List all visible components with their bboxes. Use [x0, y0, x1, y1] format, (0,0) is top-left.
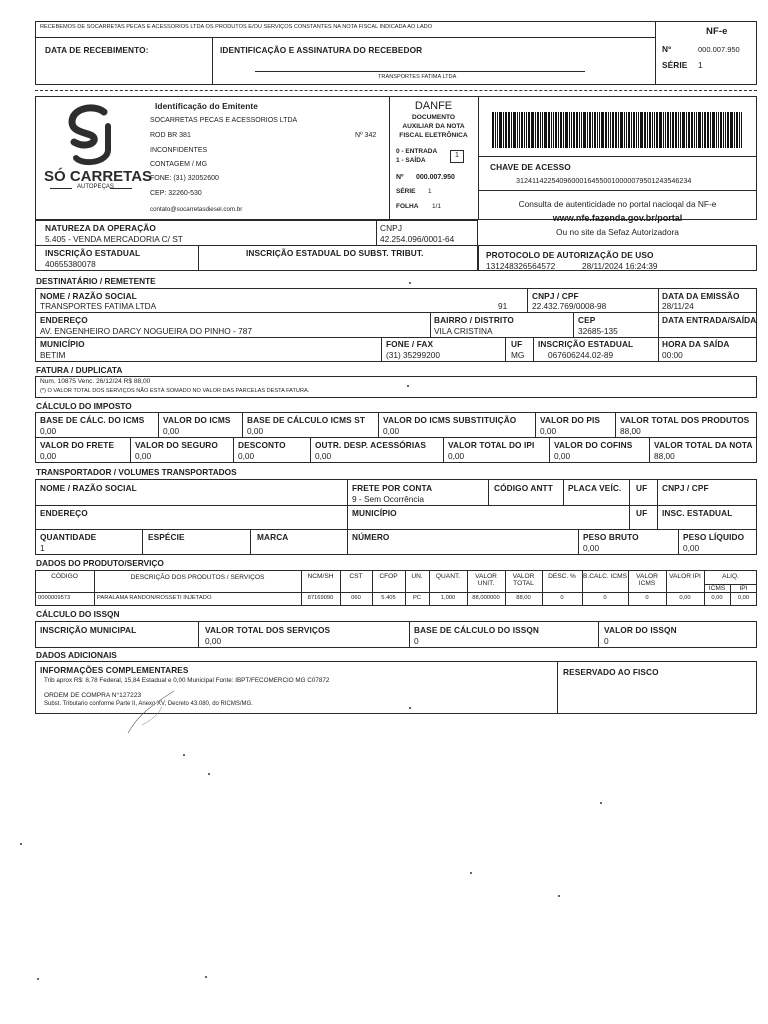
barcode-bar	[656, 112, 658, 148]
barcode-bar	[654, 112, 655, 148]
barcode-bar	[686, 112, 687, 148]
barcode-bar	[663, 112, 664, 148]
product-header-2: NCM/SH	[307, 573, 334, 580]
tax1-label-1: VALOR DO ICMS	[163, 415, 231, 425]
barcode-bar	[528, 112, 530, 148]
product-header-3: CST	[349, 573, 363, 580]
gross-weight: 0,00	[583, 543, 600, 553]
issqn-value: 0	[604, 636, 609, 646]
product-header-10: B.CALC. ICMS	[583, 573, 627, 580]
emitter-section-label: Identificação do Emitente	[155, 101, 259, 111]
danfe-subtitle-1: DOCUMENTO	[411, 114, 456, 121]
barcode-bar	[492, 112, 494, 148]
recipient-cep: 32685-135	[578, 326, 618, 336]
issqn-base-label: BASE DE CÁLCULO DO ISSQN	[414, 625, 540, 635]
emission-date-label: DATA DA EMISSÃO	[662, 291, 740, 301]
freight-value: 9 - Sem Ocorrência	[352, 494, 424, 504]
so-carretas-logo-icon	[64, 104, 116, 170]
logo-text: SÓ CARRETAS	[44, 168, 153, 185]
product-header-6: QUANT.	[435, 573, 461, 580]
emitter-address-number: Nº 342	[355, 132, 377, 139]
emitter-cep: CEP: 32260-530	[150, 190, 202, 197]
barcode-bar	[597, 112, 598, 148]
barcode-bar	[610, 112, 611, 148]
recipient-address-label: ENDEREÇO	[40, 315, 88, 325]
barcode-bar	[551, 112, 552, 148]
danfe-page-label: FOLHA	[396, 203, 419, 210]
product-header-7: VALOR UNIT.	[475, 573, 497, 587]
net-weight-label: PESO LÍQUIDO	[683, 532, 745, 542]
barcode-bar	[503, 112, 504, 148]
municipal-ie-label: INSCRIÇÃO MUNICIPAL	[40, 625, 137, 635]
recipient-phone-label: FONE / FAX	[386, 339, 434, 349]
canhoto-declaration: RECEBEMOS DE SOCARRETAS PECAS E ACESSORIOS LTDA OS PRODUTOS E/OU SERVIÇOS CONSTANTES NA NOTA FISCAL INDICADA AO LADO	[40, 24, 433, 30]
cnpj-label: CNPJ	[380, 223, 403, 233]
exit-time: 00:00	[662, 350, 683, 360]
barcode-bar	[649, 112, 651, 148]
issqn-section: CÁLCULO DO ISSQN	[36, 609, 120, 619]
product-header-11: VALOR ICMS	[636, 573, 658, 587]
barcode-bar	[553, 112, 554, 148]
protocol-label: PROTOCOLO DE AUTORIZAÇÃO DE USO	[486, 250, 654, 260]
barcode-bar	[508, 112, 510, 148]
signature-label: IDENTIFICAÇÃO E ASSINATURA DO RECEBEDOR	[220, 45, 423, 55]
barcode-bar	[497, 112, 498, 148]
receipt-date-label: DATA DE RECEBIMENTO:	[45, 45, 149, 55]
barcode-bar	[618, 112, 619, 148]
danfe-subtitle-3: FISCAL ELETRÔNICA	[399, 132, 468, 139]
cnpj-value: 42.254.096/0001-64	[380, 234, 455, 244]
carrier-uf-label: UF	[636, 483, 648, 493]
danfe-series: 1	[428, 188, 432, 195]
emitter-name: SOCARRETAS PECAS E ACESSORIOS LTDA	[150, 117, 298, 124]
canhoto-number-label: Nº	[662, 44, 672, 54]
tax-section: CÁLCULO DO IMPOSTO	[36, 401, 132, 411]
danfe-number: 000.007.950	[416, 174, 455, 181]
barcode-bar	[601, 112, 604, 148]
recipient-name: TRANSPORTES FATIMA LTDA	[40, 301, 157, 311]
barcode-bar	[581, 112, 582, 148]
tax2-value-2: 0,00	[238, 451, 255, 461]
additional-line-2: ORDEM DE COMPRA N°127223	[44, 692, 142, 699]
plate-label: PLACA VEÍC.	[568, 483, 622, 493]
danfe-exit-label: 1 - SAÍDA	[396, 157, 426, 164]
barcode-bar	[605, 112, 607, 148]
product-cell-12: 0,00	[679, 595, 691, 601]
barcode-bar	[736, 112, 738, 148]
additional-info-label: INFORMAÇÕES COMPLEMENTARES	[40, 665, 189, 675]
product-header-1: DESCRIÇÃO DOS PRODUTOS / SERVIÇOS	[130, 574, 265, 581]
emitter-city: CONTAGEM / MG	[150, 161, 208, 168]
carrier-city-label: MUNICÍPIO	[352, 508, 397, 518]
scan-speck	[558, 895, 560, 897]
tax1-value-1: 0,00	[163, 426, 180, 436]
barcode-bar	[710, 112, 711, 148]
barcode-bar	[535, 112, 536, 148]
danfe-series-label: SÉRIE	[396, 188, 416, 195]
danfe-title: DANFE	[414, 100, 453, 112]
barcode-bar	[707, 112, 709, 148]
scan-speck	[409, 282, 411, 284]
protocol-value: 131248326564572	[486, 261, 556, 271]
barcode-bar	[513, 112, 516, 148]
nature-value: 5.405 - VENDA MERCADORIA C/ ST	[45, 234, 183, 244]
antt-label: CÓDIGO ANTT	[494, 483, 553, 493]
carrier-cnpj-label: CNPJ / CPF	[662, 483, 709, 493]
consult-url: www.nfe.fazenda.gov.br/portal	[552, 213, 683, 223]
barcode-bar	[720, 112, 722, 148]
tax1-value-0: 0,00	[40, 426, 57, 436]
recipient-section: DESTINATÁRIO / REMETENTE	[36, 276, 156, 286]
barcode-bar	[608, 112, 609, 148]
barcode-bar	[589, 112, 591, 148]
barcode-bar	[652, 112, 653, 148]
barcode-bar	[519, 112, 520, 148]
tax2-label-3: OUTR. DESP. ACESSÓRIAS	[315, 440, 427, 450]
recipient-uf: MG	[511, 350, 525, 360]
barcode-bar	[727, 112, 729, 148]
tax2-label-6: VALOR TOTAL DA NOTA	[654, 440, 753, 450]
product-cell-7: 88,000000	[472, 595, 500, 601]
barcode-bar	[704, 112, 706, 148]
product-cell-0: 0000009573	[38, 595, 71, 601]
product-cell-4: 5.405	[381, 595, 396, 601]
product-header-8: VALOR TOTAL	[512, 573, 535, 587]
barcode-bar	[644, 112, 646, 148]
pen-mark-icon	[118, 685, 178, 735]
services-total: 0,00	[205, 636, 222, 646]
product-cell-8: 88,00	[516, 595, 531, 601]
product-header-4: CFOP	[379, 573, 398, 580]
tax2-value-1: 0,00	[135, 451, 152, 461]
tax1-value-2: 0,00	[247, 426, 264, 436]
fisco-label: RESERVADO AO FISCO	[563, 667, 659, 677]
scan-speck	[407, 385, 409, 387]
barcode-bar	[665, 112, 666, 148]
barcode-bar	[631, 112, 632, 148]
barcode-bar	[592, 112, 593, 148]
danfe-entry-label: 0 - ENTRADA	[396, 148, 438, 155]
barcode-bar	[698, 112, 701, 148]
tax1-label-4: VALOR DO PIS	[540, 415, 601, 425]
barcode-bar	[526, 112, 527, 148]
barcode-bar	[560, 112, 562, 148]
barcode-bar	[542, 112, 543, 148]
barcode-bar	[499, 112, 502, 148]
product-cell-6: 1,000	[440, 595, 456, 601]
emitter-address: ROD BR 381	[150, 132, 191, 139]
recipient-ie: 067606244.02-89	[548, 350, 614, 360]
tax2-label-1: VALOR DO SEGURO	[135, 440, 218, 450]
freight-label: FRETE POR CONTA	[352, 483, 433, 493]
tax1-value-5: 88,00	[620, 426, 641, 436]
barcode-bar	[587, 112, 588, 148]
carrier-uf2-label: UF	[636, 508, 648, 518]
product-cell-10: 0	[603, 595, 607, 601]
scan-speck	[600, 802, 602, 804]
product-cell-3: 060	[351, 595, 361, 601]
barcode-bar	[537, 112, 539, 148]
logo-sub: AUTOPEÇAS	[77, 184, 114, 190]
barcode-bar	[571, 112, 572, 148]
barcode-bar	[718, 112, 719, 148]
barcode-bar	[511, 112, 512, 148]
product-cell-13: 0,00	[711, 595, 723, 601]
tax1-label-5: VALOR TOTAL DOS PRODUTOS	[620, 415, 750, 425]
barcode-bar	[563, 112, 564, 148]
product-header-0: CÓDIGO	[51, 573, 78, 580]
barcode-bar	[640, 112, 643, 148]
nature-label: NATUREZA DA OPERAÇÃO	[45, 223, 156, 233]
barcode-bar	[517, 112, 518, 148]
issqn-value-label: VALOR DO ISSQN	[604, 625, 677, 635]
carrier-ie-label: INSC. ESTADUAL	[662, 508, 733, 518]
barcode-bar	[620, 112, 623, 148]
barcode-bar	[734, 112, 735, 148]
danfe-number-label: Nº	[396, 174, 404, 181]
scan-speck	[183, 754, 185, 756]
barcode-bar	[565, 112, 568, 148]
invoice-section: FATURA / DUPLICATA	[36, 365, 123, 375]
emission-date: 28/11/24	[662, 301, 694, 311]
product-cell-11: 0	[645, 595, 649, 601]
barcode-bar	[691, 112, 693, 148]
tax2-value-3: 0,00	[315, 451, 332, 461]
additional-section: DADOS ADICIONAIS	[36, 650, 117, 660]
barcode-bar	[712, 112, 715, 148]
barcode-bar	[624, 112, 625, 148]
barcode-bar	[576, 112, 578, 148]
emitter-phone: FONE: (31) 32052600	[150, 175, 219, 182]
recipient-cep-label: CEP	[578, 315, 596, 325]
barcode-bar	[739, 112, 740, 148]
ie-label: INSCRIÇÃO ESTADUAL	[45, 248, 141, 258]
product-cell-5: PC	[412, 595, 422, 601]
barcode-bar	[688, 112, 690, 148]
entry-date-label: DATA ENTRADA/SAÍDA	[662, 315, 757, 325]
scan-speck	[470, 872, 472, 874]
barcode-bar	[495, 112, 496, 148]
barcode-bar	[636, 112, 637, 148]
carrier-address-label: ENDEREÇO	[40, 508, 88, 518]
tax2-label-2: DESCONTO	[238, 440, 286, 450]
tax2-value-6: 88,00	[654, 451, 675, 461]
barcode-bar	[555, 112, 557, 148]
barcode-bar	[638, 112, 639, 148]
product-cell-1: PARALAMA RANDON/ROSSETI INJETADO	[97, 595, 212, 601]
recipient-district-label: BAIRRO / DISTRITO	[434, 315, 514, 325]
services-total-label: VALOR TOTAL DOS SERVIÇOS	[205, 625, 331, 635]
scan-speck	[409, 707, 411, 709]
tax1-value-4: 0,00	[540, 426, 557, 436]
product-cell-14: 0,00	[737, 595, 750, 601]
tax2-label-5: VALOR DO COFINS	[554, 440, 633, 450]
emitter-email: contato@socarretasdiesel.com.br	[150, 206, 243, 213]
barcode-bar	[594, 112, 596, 148]
recipient-uf-label: UF	[511, 339, 523, 349]
brand-label: MARCA	[257, 532, 289, 542]
recipient-district: VILA CRISTINA	[434, 326, 493, 336]
canhoto-series: 1	[698, 60, 703, 70]
product-cell-9: 0	[560, 595, 564, 601]
product-header-9: DESC. %	[548, 573, 576, 580]
danfe-subtitle-2: AUXILIAR DA NOTA	[402, 123, 465, 130]
barcode-bar	[628, 112, 630, 148]
recipient-phone: (31) 35299200	[386, 350, 440, 360]
consult-line-1: Consulta de autenticidade no portal nacioqal da NF-e	[518, 199, 717, 209]
canhoto-recipient: TRANSPORTES FATIMA LTDA	[378, 74, 457, 80]
barcode-bar	[540, 112, 541, 148]
issqn-base: 0	[414, 636, 419, 646]
tax1-label-0: BASE DE CÁLC. DO ICMS	[40, 415, 145, 425]
tax2-value-0: 0,00	[40, 451, 57, 461]
volume-number-label: NÚMERO	[352, 532, 390, 542]
barcode-bar	[723, 112, 724, 148]
recipient-ie-label: INSCRIÇÃO ESTADUAL	[538, 339, 634, 349]
product-header-5: UN.	[411, 573, 423, 580]
barcode-bar	[741, 112, 742, 148]
recipient-cnpj-label: CNPJ / CPF	[532, 291, 579, 301]
barcode-bar	[694, 112, 695, 148]
tax2-label-0: VALOR DO FRETE	[40, 440, 115, 450]
barcode-bar	[680, 112, 681, 148]
invoice-note: (*) O VALOR TOTAL DOS SERVIÇOS NÃO ESTÁ SOMADO NO VALOR DAS PARCELAS DESTA FATURA.	[40, 388, 310, 394]
barcode-bar	[579, 112, 580, 148]
net-weight: 0,00	[683, 543, 700, 553]
barcode-bar	[558, 112, 559, 148]
barcode-bar	[678, 112, 679, 148]
access-key: 31241142254096000164550010000079501243546234	[516, 176, 692, 185]
qty-label: QUANTIDADE	[40, 532, 97, 542]
danfe-type-value: 1	[455, 152, 459, 159]
ie-st-label: INSCRIÇÃO ESTADUAL DO SUBST. TRIBUT.	[246, 248, 424, 258]
additional-line-1: Trib aprox R$: 8,78 Federal, 15,84 Estadual e 0,00 Municipal Fonte: IBPT/FECOMERCIO MG C07872	[44, 677, 330, 684]
barcode-bar	[670, 112, 671, 148]
product-header-15: IPI	[739, 585, 748, 592]
recipient-city-label: MUNICÍPIO	[40, 339, 85, 349]
exit-time-label: HORA DA SAÍDA	[662, 339, 730, 349]
tax1-label-3: VALOR DO ICMS SUBSTITUIÇÃO	[383, 415, 517, 425]
barcode-bar	[626, 112, 627, 148]
tax2-label-4: VALOR TOTAL DO IPI	[448, 440, 535, 450]
recipient-cnpj: 22.432.769/0008-98	[532, 301, 607, 311]
invoice-line: Num. 10875 Venc. 26/12/24 R$ 88,00	[40, 378, 151, 385]
barcode-bar	[730, 112, 733, 148]
scan-speck	[208, 773, 210, 775]
gross-weight-label: PESO BRUTO	[583, 532, 639, 542]
access-key-barcode	[492, 112, 743, 148]
barcode-bar	[696, 112, 697, 148]
barcode-bar	[702, 112, 703, 148]
product-cell-2: 87169090	[307, 595, 334, 601]
barcode-bar	[548, 112, 550, 148]
tax1-label-2: BASE DE CÁLCULO ICMS ST	[247, 415, 365, 425]
consult-line-2: Ou no site da Sefaz Autorizadora	[556, 227, 679, 237]
danfe-page: 1/1	[432, 203, 442, 210]
barcode-bar	[583, 112, 586, 148]
barcode-bar	[569, 112, 570, 148]
recipient-address: AV. ENGENHEIRO DARCY NOGUEIRA DO PINHO - 787	[40, 326, 252, 336]
access-key-label: CHAVE DE ACESSO	[490, 162, 571, 172]
recipient-code: 91	[498, 301, 508, 311]
emitter-district: INCONFIDENTES	[150, 147, 208, 154]
barcode-bar	[612, 112, 614, 148]
barcode-bar	[682, 112, 685, 148]
barcode-bar	[544, 112, 547, 148]
transport-section: TRANSPORTADOR / VOLUMES TRANSPORTADOS	[36, 467, 237, 477]
canhoto-series-label: SÉRIE	[662, 60, 688, 70]
recipient-name-label: NOME / RAZÃO SOCIAL	[40, 291, 137, 301]
tax1-value-3: 0,00	[383, 426, 400, 436]
barcode-bar	[615, 112, 617, 148]
barcode-bar	[672, 112, 674, 148]
products-section: DADOS DO PRODUTO/SERVIÇO	[36, 558, 164, 568]
ie-value: 40655380078	[45, 259, 96, 269]
scan-speck	[20, 843, 22, 845]
barcode-bar	[599, 112, 600, 148]
barcode-bar	[675, 112, 677, 148]
barcode-bar	[647, 112, 648, 148]
barcode-bar	[521, 112, 523, 148]
barcode-bar	[573, 112, 575, 148]
qty-value: 1	[40, 543, 45, 553]
additional-line-3: Subst. Tributario conforme Parte II, Anexo XV, Decreto 43.080, do RICMS/MG.	[44, 701, 253, 707]
barcode-bar	[633, 112, 635, 148]
barcode-bar	[659, 112, 662, 148]
product-header-13: ALIQ.	[722, 573, 739, 580]
scan-speck	[37, 978, 39, 980]
barcode-bar	[531, 112, 534, 148]
protocol-date: 28/11/2024 16:24:39	[582, 261, 658, 271]
scan-speck	[205, 976, 207, 978]
barcode-bar	[667, 112, 669, 148]
tax2-value-5: 0,00	[554, 451, 571, 461]
canhoto-number: 000.007.950	[698, 45, 740, 54]
recipient-city: BETIM	[40, 350, 66, 360]
product-header-12: VALOR IPI	[669, 573, 701, 580]
carrier-name-label: NOME / RAZÃO SOCIAL	[40, 483, 137, 493]
species-label: ESPÉCIE	[148, 532, 185, 542]
barcode-bar	[505, 112, 507, 148]
tax2-value-4: 0,00	[448, 451, 465, 461]
barcode-bar	[716, 112, 717, 148]
canhoto-nfe-label: NF-e	[706, 26, 728, 37]
barcode-bar	[725, 112, 726, 148]
barcode-bar	[524, 112, 525, 148]
product-header-14: ICMS	[708, 585, 726, 592]
